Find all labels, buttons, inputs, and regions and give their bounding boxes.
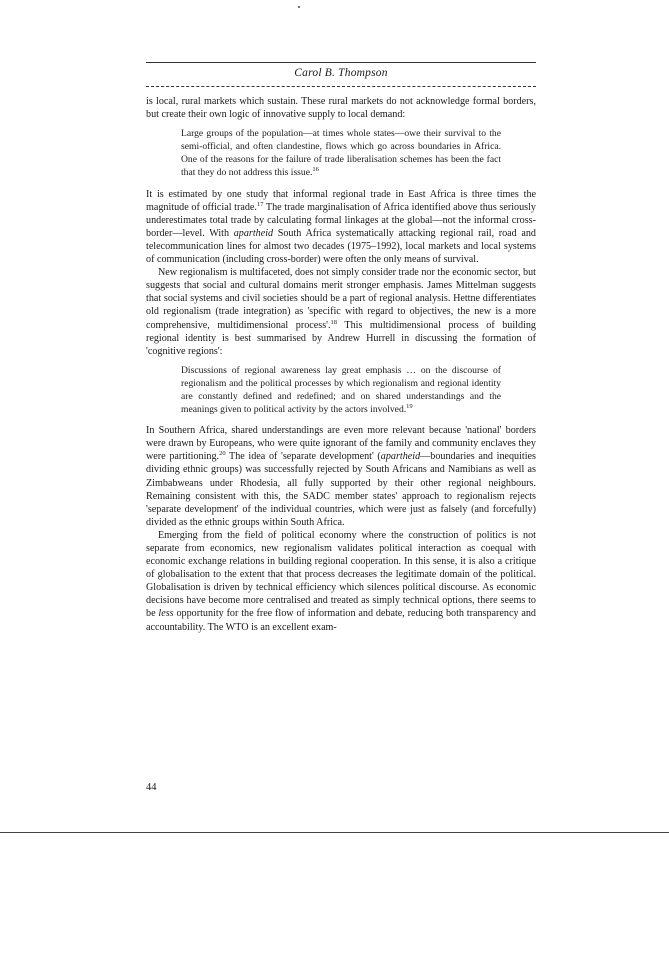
- paragraph: Emerging from the field of political economy where the construction of politics is not separate from economics, new regionalism validates political interaction as coequal with economic exchange relations in building regional cooperation. In this sense, it is also a critique of globalisation to the extent that that process decreases the legitimate domain of the political. Globalisation is driven by technical efficiency which silences political discourse. As economic decisions have become more centralised and treated as simply technical options, there seems to be less opportunity for the free flow of information and debate, reducing both transparency and accountability. The WTO is an excellent exam-: [146, 529, 536, 633]
- header-rule-top: [146, 62, 536, 63]
- running-title: Carol B. Thompson: [294, 67, 388, 79]
- paragraph: It is estimated by one study that informal regional trade in East Africa is three times the magnitude of official trade.$^{17}$ The trade marginalisation of Africa identified above thus seriously underestimates total trade by calculating formal linkages at the global—not the informal cross-border—level. With apartheid South Africa systematically attacking regional rail, road and telecommunication lines for almost two decades (1975–1992), local markets and local systems of communication (including cross-border) were often the only means of survival.: [146, 188, 536, 266]
- block-quote: Large groups of the population—at times whole states—owe their survival to the semi-official, and often clandestine, flows which go across boundaries in Africa. One of the reasons for the failure of trade liberalisation schemes has been the fact that they do not address this issue.$^{16}$: [181, 128, 501, 179]
- bottom-rule: [0, 832, 669, 833]
- paragraph: In Southern Africa, shared understandings are even more relevant because 'national' borders were drawn by Europeans, who were quite ignorant of the family and community enclaves they were partitioning.$^{20}$ The idea of 'separate development' (apartheid—boundaries and inequities dividing ethnic groups) was successfully rejected by South Africans and Namibians as well as Zimbabweans under Rhodesia, all fully supported by their other regional neighbours. Remaining consistent with this, the SADC member states' approach to regionalism rejects 'separate development' of the individual countries, which were just as falsely (and forcefully) divided as the ethnic groups within South Africa.: [146, 425, 536, 528]
- header-rule-bottom: [146, 86, 536, 87]
- paragraph: is local, rural markets which sustain. These rural markets do not acknowledge formal borders, but create their own logic of innovative supply to local demand:: [146, 96, 536, 121]
- block-quote: Discussions of regional awareness lay great emphasis … on the discourse of regionalism and the political processes by which regionalism and regional identity are constantly defined and redefined; and on shared understandings and the meanings given to political activity by the actors involved.$^{19}$: [181, 364, 501, 416]
- footnote-ref: 16: [312, 166, 319, 174]
- paragraph: New regionalism is multifaceted, does not simply consider trade nor the economic sector, but suggests that social and cultural domains merit stronger emphasis. James Mittelman suggests that social systems and civil societies should be a part of regional analysis. Hettne differentiates old regionalism (trade integration) as 'specific with regard to objectives, the new is a more comprehensive, multidimensional process'.$^{18}$ This multidimensional process of building regional identity is best summarised by Andrew Hurrell in discussing the formation of 'cognitive regions':: [146, 267, 536, 357]
- footnote-ref: 19: [406, 403, 413, 411]
- scan-speck: [298, 6, 300, 8]
- footnote-ref: 17: [256, 200, 264, 208]
- page-body: [146, 95, 536, 634]
- page-number: 44: [146, 782, 157, 793]
- footnote-ref: 20: [219, 450, 226, 458]
- footnote-ref: 18: [330, 318, 338, 326]
